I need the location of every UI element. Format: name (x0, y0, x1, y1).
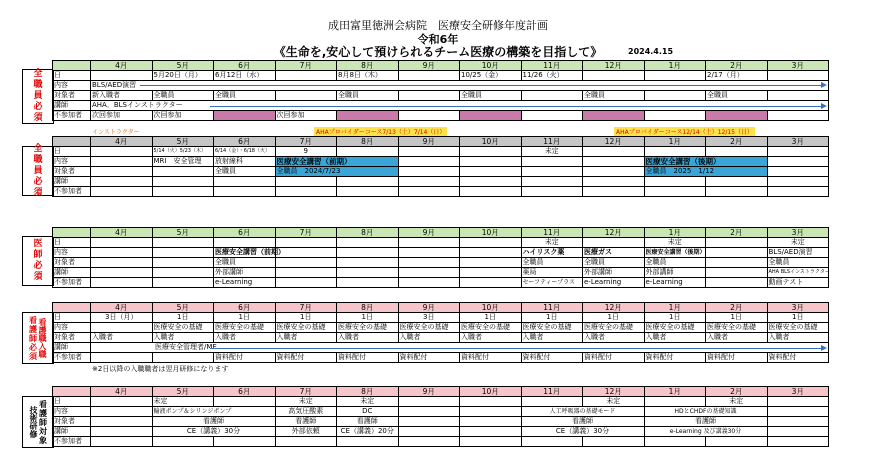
s4-target-row: 対象者 入職者 入職者 入職者 入職者 入職者 入職者 入職者 入職者 入職者 入職者 入職者 入職者 (53, 333, 829, 343)
plan-slogan: 《生命を,安心して預けられるチーム医療の構築を目指して》 (273, 45, 603, 59)
s4-label: 看 護 師 必 須 看護職入職 (22, 312, 54, 364)
s1-instructor-note: インストラクター (92, 129, 140, 136)
s1-aha-dec: AHAプロバイダーコース12/14（土）12/15（日） (616, 129, 754, 136)
s3-month-row: 4月 5月 6月 7月 8月 9月 10月 11月 12月 1月 2月 3月 (53, 228, 829, 238)
s2-absent-row: 不参加者 (53, 187, 829, 197)
s3-absent-row: 不参加者 e-Learning セーフティープラス e-Learning e-Learning 動画テスト (53, 278, 829, 288)
s4-note: ※2日以降の入職職者は翌月研修になります (92, 365, 229, 373)
s2-content-row: 内容 MRI 安全管理 放射線科 医療安全講習（前期） 医療安全講習（後期） (53, 157, 829, 167)
s5-table (52, 386, 829, 447)
s1-aha-july: AHAプロバイダーコース7/13（土）7/14（日） (316, 129, 446, 136)
plan-year: 令和6年 (417, 33, 459, 46)
s2-lecturer-row: 講師 (53, 177, 829, 187)
s4-month-row: 4月 5月 6月 7月 8月 9月 10月 11月 12月 1月 2月 3月 (53, 303, 829, 313)
s1-day-row: 日 5月20日（月） 6月12日（水） 8月8日（木） 10/25（金） 11/26（火） 2/17（月） (53, 71, 829, 81)
s4-lecturer-row: 講師 医療安全管理者/ME (53, 343, 829, 353)
s5-absent-row: 不参加者 (53, 437, 829, 447)
s3-lecturer-row: 講師 外部講師 薬局 外部講師 外部講師 AHA BLSインストラクター (54, 268, 830, 276)
s2-day-row: 日 5/14（火）5/23（木） 6/14（金）・6/18（火） 9 未定 (53, 147, 829, 157)
s3-table (52, 227, 829, 288)
s1-absent-row: 不参加者 次回参加 次回参加 次回参加 (53, 111, 829, 121)
s1-lecturer-arrow (210, 106, 825, 107)
s2-target-row: 対象者 全職員 全職員 2024/7/23 全職員 2025 1/12 (53, 167, 829, 177)
s1-label: 全 職 員 必 須 (22, 69, 54, 124)
s2-month-row: 4月 5月 6月 7月 8月 9月 10月 11月 12月 1月 2月 3月 (53, 137, 829, 147)
s4-table (52, 302, 829, 363)
issue-date: 2024.4.15 (628, 47, 674, 56)
s1-table (52, 60, 829, 121)
s5-label: 技術研修 看 護 師 対 象 (22, 396, 54, 448)
s4-lecturer-arrow (210, 348, 825, 349)
s1-content-row: 内容 BLS/AED演習 (53, 81, 829, 91)
s4-side-label: 看護職入職 (38, 318, 47, 358)
s5-month-row: 4月 5月 6月 7月 8月 9月 10月 11月 12月 1月 2月 3月 (53, 387, 829, 397)
s3-day-row: 日 未定 未定 未定 (53, 238, 829, 248)
s1-lecturer-row: 講師 AHA．BLSインストラクター (53, 101, 829, 111)
s3-target-row: 対象者 全職員 全職員 全職員 全職員 全職員 (53, 258, 829, 268)
s5-lecturer-row: 講師 CE（講義）30分 外部依頼 CE（講義）20分 CE（講義）30分 e-Learning 及び講義30分 (53, 427, 829, 437)
plan-title: 成田富里徳洲会病院 医療安全研修年度計画 (328, 19, 548, 32)
s1-content-arrow (140, 85, 825, 86)
s2-table (52, 136, 829, 197)
s4-content-row: 内容 医療安全の基礎 医療安全の基礎 医療安全の基礎 医療安全の基礎 医療安全の基礎 医療安全の基礎 医療安全の基礎 医療安全の基礎 医療安全の基礎 医療安全の基礎 医療安全の基礎 (53, 323, 829, 333)
s2-label: 全 職 員 必 須 (22, 146, 54, 196)
s5-target-row: 対象者 看護師 看護師 看護師 看護師 看護師 (53, 417, 829, 427)
s5-side-label: 技術研修 (29, 406, 38, 438)
s3-label: 医 師 必 須 (22, 236, 54, 286)
s5-content-row: 内容 輸液ポンプ＆シリンジポンプ 高気圧酸素 DC 人工呼吸器の基礎モード HDとCHDFの基礎知識 (53, 407, 829, 417)
s4-absent-row: 不参加者 資料配付 資料配付 資料配付 資料配付 資料配付 資料配付 資料配付 資料配付 資料配付 資料配付 (53, 353, 829, 363)
s3-content-row: 内容 医療安全講習（前期） ハイリスク薬 医療ガス 医療安全講習（後期） BLS/AED演習 (53, 248, 829, 258)
s4-day-row: 日 3日（月） 1日 1日 1日 1日 3日 1日 1日 1日 1日 1日 1日 (53, 313, 829, 323)
s1-month-row: 4月 5月 6月 7月 8月 9月 10月 11月 12月 1月 2月 3月 (53, 61, 829, 71)
s1-target-row: 対象者 新入職者 全職員 全職員 全職員 全職員 全職員 全職員 (53, 91, 829, 101)
s5-day-row: 日 未定 未定 未定 未定 未定 (53, 397, 829, 407)
